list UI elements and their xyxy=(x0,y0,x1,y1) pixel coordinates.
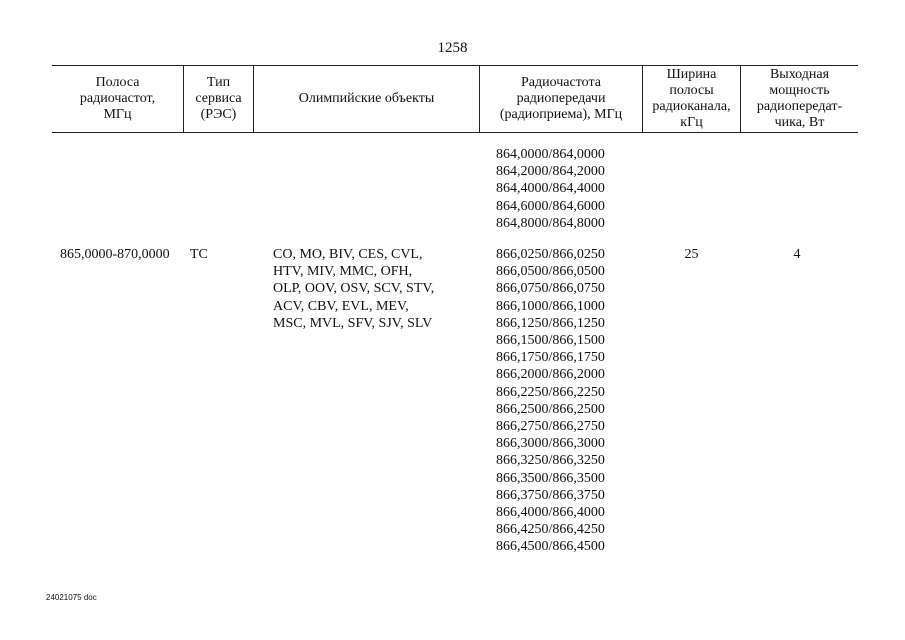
frequency-band-cell: 865,0000-870,0000 xyxy=(60,247,170,262)
header-radio-frequency: Радиочастота радиопередачи (радиоприема), МГц xyxy=(499,74,623,122)
page-number: 1258 xyxy=(437,40,468,56)
header-service-type: Тип сервиса (РЭС) xyxy=(195,74,242,122)
radio-frequency-cell: 866,0250/866,0250 866,0500/866,0500 866,0750/866,0750 866,1000/866,1000 866,1250/866,1250 866,1500/866,1500 866,1750/866,1750 866,2000/866,2000 866,2250/866,2250 866,2500/866,2500 866,2750/866,2750 866,3000/866,3000 866,3250/866,3250 866,3500/866,3500 866,3750/866,3750 866,4000/866,4000 866,4250/866,4250 866,4500/866,4500 xyxy=(496,247,605,555)
header-frequency-band: Полоса радиочастот, МГц xyxy=(79,74,156,122)
header-output-power: Выходная мощность радиопередат- чика, Вт xyxy=(756,66,843,130)
header-olympic-objects: Олимпийские объекты xyxy=(298,90,435,106)
table-header-bottom-border xyxy=(52,132,858,133)
continued-frequencies-cell: 864,0000/864,0000 864,2000/864,2000 864,4000/864,4000 864,6000/864,6000 864,8000/864,8000 xyxy=(496,147,605,231)
header-channel-bandwidth: Ширина полосы радиоканала, кГц xyxy=(652,66,731,130)
olympic-objects-cell: CO, MO, BIV, CES, CVL, HTV, MIV, MMC, OFH, OLP, OOV, OSV, SCV, STV, ACV, CBV, EVL, MEV, MSC, MVL, SFV, SJV, SLV xyxy=(273,247,435,331)
service-type-cell: ТС xyxy=(190,247,208,262)
document-footer: 24021075 doc xyxy=(46,593,97,602)
output-power-cell: 4 xyxy=(793,247,801,262)
channel-bandwidth-cell: 25 xyxy=(684,247,699,262)
